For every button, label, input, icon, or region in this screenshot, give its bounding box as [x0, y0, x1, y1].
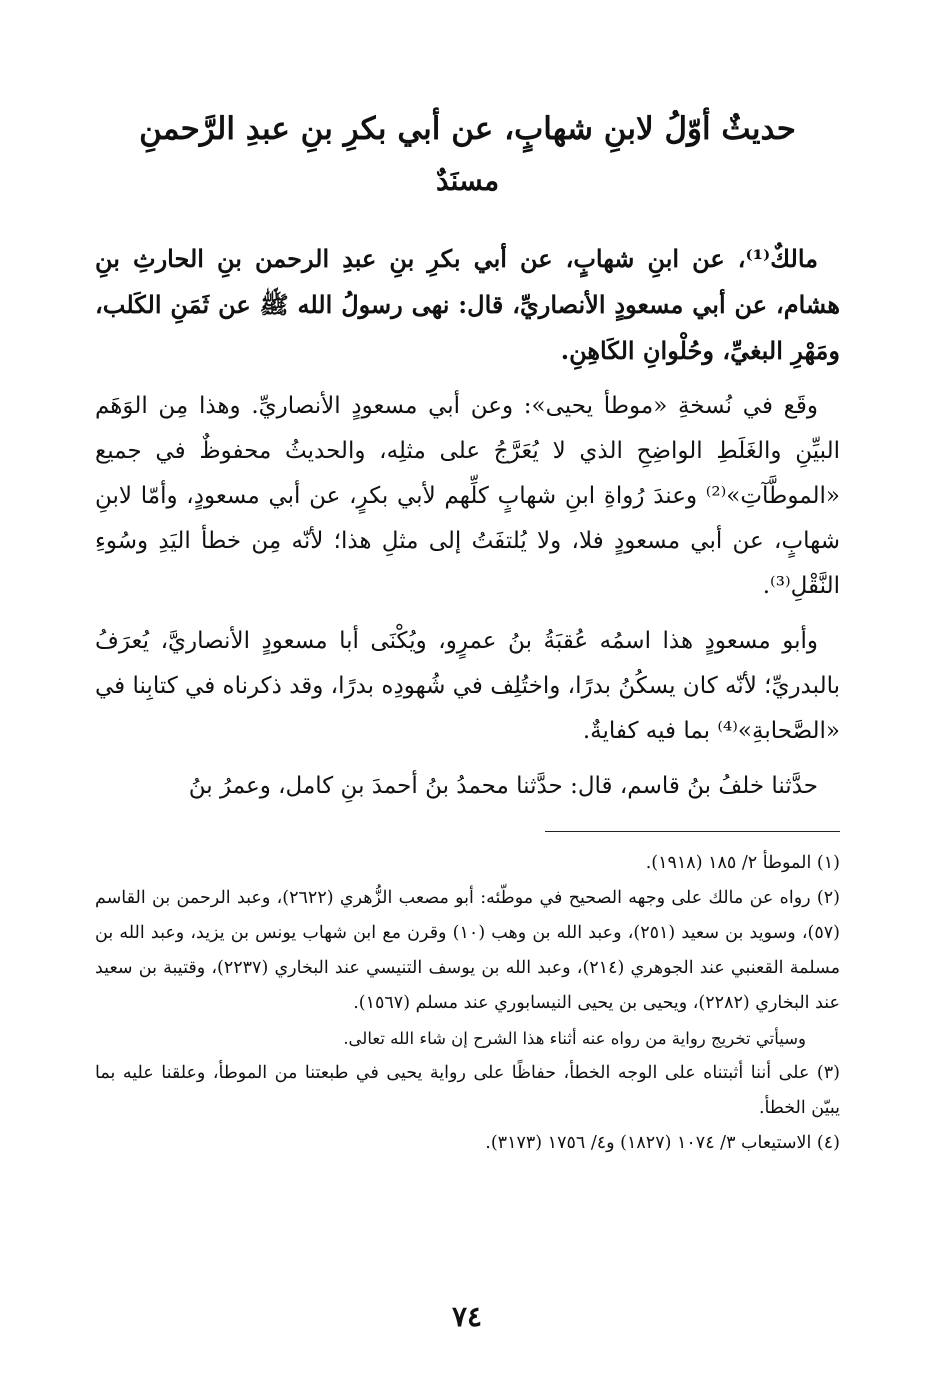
commentary-paragraph-2: وأبو مسعودٍ هذا اسمُه عُقبَةُ بنُ عمرٍو، ويُكْنَى أبا مسعودٍ الأنصاريَّ، يُعرَفُ بالبدريِّ؛ لأنّه كان يسكُنُ بدرًا، واختُلِف في شُهودِه بدرًا، وقد ذكرناه في كتابِنا في «الصَّحابةِ»⁽⁴⁾ بما فيه كفايةٌ. — [95, 628, 840, 744]
page-content — [95, 100, 840, 1161]
commentary-paragraph-1: وقَع في نُسخةِ «موطأ يحيى»: وعن أبي مسعودٍ الأنصاريِّ. وهذا مِن الوَهَم البيِّنِ والغَلَطِ الواضِحِ الذي لا يُعَرَّجُ على مثلِه، والحديثُ محفوظٌ في جميع «الموطَّآتِ»⁽²⁾ وعندَ رُواةِ ابنِ شهابٍ كلِّهم لأبي بكرٍ، عن أبي مسعودٍ، وأمّا لابنِ شهابٍ، عن أبي مسعودٍ فلا، ولا يُلتفَتُ إلى مثلِ هذا؛ لأنّه مِن خطأ اليَدِ وسُوءِ النَّقْلِ⁽³⁾. — [95, 393, 840, 599]
hadith-text: مالكٌ⁽¹⁾، عن ابنِ شهابٍ، عن أبي بكرِ بنِ عبدِ الرحمن بنِ الحارثِ بنِ هشام، عن أبي مسعودٍ الأنصاريِّ، قال: نهى رسولُ الله ﷺ عن ثَمَنِ الكَلب، ومَهْرِ البغيِّ، وحُلْوانِ الكَاهِنِ. — [95, 244, 840, 365]
footnote-separator — [545, 831, 840, 832]
footnote-2-continuation: وسيأتي تخريج رواية من رواه عنه أثناء هذا الشرح إن شاء الله تعالى. — [343, 1029, 806, 1048]
footnote-4: (٤) الاستيعاب ٣/ ١٠٧٤ (١٨٢٧) و٤/ ١٧٥٦ (٣١٧٣). — [485, 1133, 840, 1153]
footnote-3: (٣) على أننا أثبتناه على الوجه الخطأ، حفاظًا على رواية يحيى في طبعتنا من الموطأ، وعلقنا عليه بما يبيّن الخطأ. — [95, 1063, 840, 1118]
footnotes — [95, 846, 840, 1161]
footnote-1: (١) الموطأ ٢/ ١٨٥ (١٩١٨). — [645, 853, 840, 873]
page-number: ٧٤ — [451, 1300, 483, 1333]
hadith-title: حديثٌ أوّلُ لابنِ شهابٍ، عن أبي بكرِ بنِ عبدِ الرَّحمنِ — [139, 111, 796, 147]
commentary-paragraph-3: حدَّثنا خلفُ بنُ قاسم، قال: حدَّثنا محمدُ بنُ أحمدَ بنِ كامل، وعمرُ بنُ — [188, 773, 818, 799]
footnote-2: (٢) رواه عن مالك على وجهه الصحيح في موطّئه: أبو مصعب الزُّهري (٢٦٢٢)، وعبد الرحمن بن القاسم (٥٧)، وسويد بن سعيد (٢٥١)، وعبد الله بن وهب (١٠) وقرن مع ابن شهاب يونس بن يزيد، وعبد الله بن مسلمة القعنبي عند الجوهري (٢١٤)، وعبد الله بن يوسف التنيسي عند البخاري (٢٢٣٧)، وقتيبة بن سعيد عند البخاري (٢٢٨٢)، ويحيى بن يحيى النيسابوري عند مسلم (١٥٦٧). — [95, 888, 840, 1013]
hadith-subtitle: مسنَدٌ — [435, 164, 500, 197]
heading-block — [95, 100, 840, 204]
